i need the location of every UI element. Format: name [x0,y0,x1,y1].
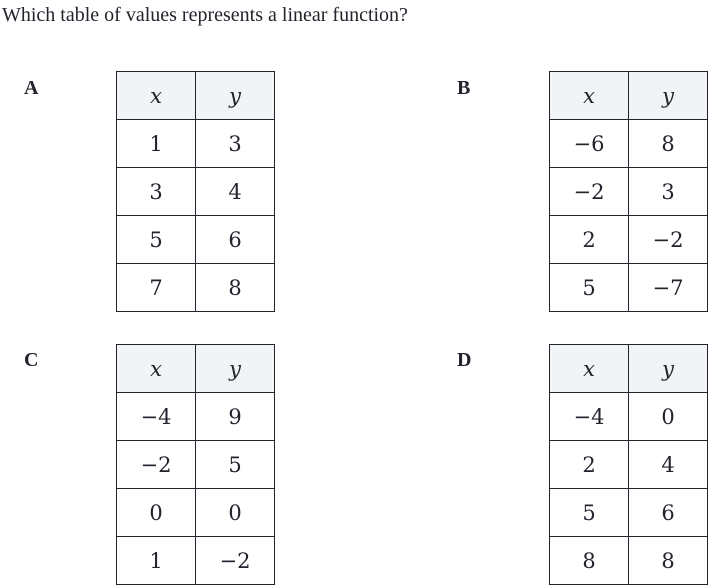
x-cell: −2 [117,441,196,489]
table-row [117,120,275,168]
option-a-table [116,71,275,312]
option-c-label[interactable]: C [24,349,39,371]
x-cell: 2 [550,441,629,489]
x-cell: 5 [550,264,629,312]
y-cell: 8 [629,120,708,168]
y-cell: 6 [629,489,708,537]
table-row [117,264,275,312]
x-cell: −6 [550,120,629,168]
x-column-header: x [117,72,196,120]
option-b-label[interactable]: B [457,77,471,99]
table-row [550,120,708,168]
y-column-header: y [629,345,708,393]
y-cell: 3 [196,120,275,168]
question-text: Which table of values represents a linear function? [2,4,408,26]
y-column-header: y [196,345,275,393]
y-cell: 8 [629,537,708,585]
table-row [550,216,708,264]
x-cell: 7 [117,264,196,312]
y-cell: 0 [196,489,275,537]
table-row [550,537,708,585]
y-cell: 9 [196,393,275,441]
option-d-table [549,344,708,585]
x-column-header: x [550,72,629,120]
y-cell: 4 [196,168,275,216]
table-row [117,216,275,264]
table-row [117,168,275,216]
table-header-row [550,72,708,120]
table-row [550,393,708,441]
option-c-table [116,344,275,585]
y-cell: 4 [629,441,708,489]
y-cell: −7 [629,264,708,312]
y-cell: 6 [196,216,275,264]
table-header-row [550,345,708,393]
table-row [117,441,275,489]
table-row [117,489,275,537]
y-cell: −2 [629,216,708,264]
table-header-row [117,345,275,393]
x-cell: 2 [550,216,629,264]
y-cell: 0 [629,393,708,441]
x-cell: −4 [117,393,196,441]
y-cell: 3 [629,168,708,216]
table-row [550,489,708,537]
y-cell: 5 [196,441,275,489]
option-a-label[interactable]: A [24,77,39,99]
x-column-header: x [550,345,629,393]
table-row [550,168,708,216]
x-cell: 1 [117,537,196,585]
x-cell: 1 [117,120,196,168]
x-cell: 3 [117,168,196,216]
table-row [550,264,708,312]
x-cell: 5 [550,489,629,537]
x-cell: 5 [117,216,196,264]
x-cell: 8 [550,537,629,585]
table-header-row [117,72,275,120]
y-cell: 8 [196,264,275,312]
x-column-header: x [117,345,196,393]
y-column-header: y [629,72,708,120]
option-d-label[interactable]: D [457,349,472,371]
option-b-table [549,71,708,312]
x-cell: −4 [550,393,629,441]
table-row [117,537,275,585]
y-column-header: y [196,72,275,120]
x-cell: 0 [117,489,196,537]
table-row [550,441,708,489]
x-cell: −2 [550,168,629,216]
y-cell: −2 [196,537,275,585]
table-row [117,393,275,441]
